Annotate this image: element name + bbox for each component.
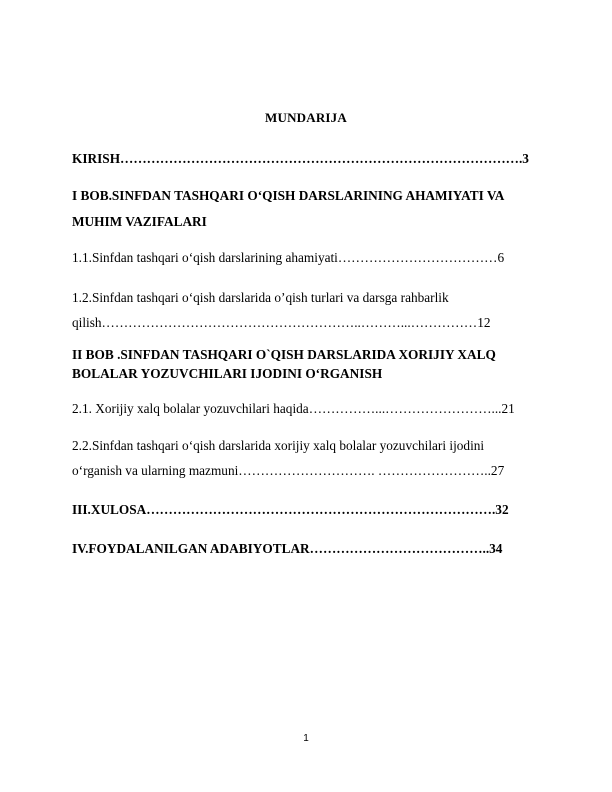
toc-entry-chapter-1-line-1: I BOB.SINFDAN TASHQARI O‘QISH DARSLARINING AHAMIYATI VA xyxy=(72,188,505,203)
toc-entry-conclusion: III.XULOSA…………………………………………………………………….32 xyxy=(72,502,509,517)
toc-entry-section-2-2-line-2: o‘rganish va ularning mazmuni…………………………. ……………………..27 xyxy=(72,463,505,478)
toc-entry-section-2-1: 2.1. Xorijiy xalq bolalar yozuvchilari haqida……………...……………………...21 xyxy=(72,401,515,416)
toc-entry-section-2-2 xyxy=(72,433,542,483)
toc-entry-references: IV.FOYDALANILGAN ADABIYOTLAR…………………………………..34 xyxy=(72,541,503,556)
toc-entry-chapter-1 xyxy=(72,183,542,235)
toc-entry-section-1-2-line-1: 1.2.Sinfdan tashqari o‘qish darslarida o’qish turlari va darsga rahbarlik xyxy=(72,290,449,305)
toc-entry-kirish: KIRISH……………………………………………………………………………….3 xyxy=(72,151,529,166)
toc-entry-section-1-2 xyxy=(72,285,542,335)
toc-entry-chapter-2-line-2: BOLALAR YOZUVCHILARI IJODINI O‘RGANISH xyxy=(72,366,383,381)
page-number: 1 xyxy=(303,733,309,744)
toc-entry-chapter-2 xyxy=(72,345,542,383)
toc-entry-section-2-2-line-1: 2.2.Sinfdan tashqari o‘qish darslarida xorijiy xalq bolalar yozuvchilari ijodini xyxy=(72,438,485,453)
toc-heading: MUNDARIJA xyxy=(265,110,347,125)
toc-entry-section-1-2-line-2: qilish…………………………………………………..………...……………12 xyxy=(72,315,491,330)
toc-entry-chapter-2-line-1: II BOB .SINFDAN TASHQARI O`QISH DARSLARIDA XORIJIY XALQ xyxy=(72,347,496,362)
toc-entry-section-1-1: 1.1.Sinfdan tashqari o‘qish darslarining ahamiyati………………………………6 xyxy=(72,250,505,265)
toc-entry-chapter-1-line-2: MUHIM VAZIFALARI xyxy=(72,214,207,229)
